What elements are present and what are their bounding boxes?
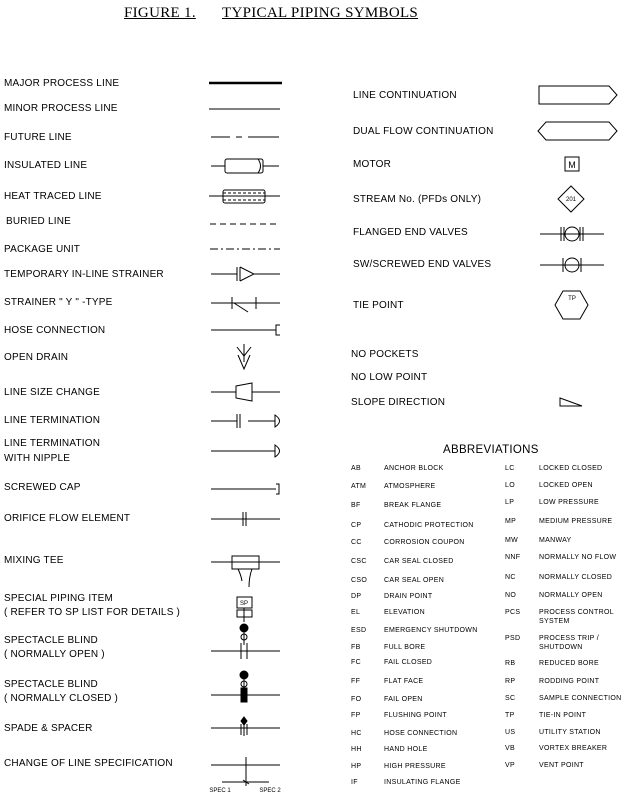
spec-2-label: SPEC 2 (259, 788, 281, 794)
abbr-meaning: CATHODIC PROTECTION (384, 522, 474, 529)
y-strainer-symbol (211, 297, 280, 312)
label-insulated-line: INSULATED LINE (4, 160, 88, 171)
label-spectacle-blind-closed: SPECTACLE BLIND (4, 679, 98, 690)
label-minor-process-line: MINOR PROCESS LINE (4, 103, 118, 114)
abbr-code: NC (505, 574, 516, 581)
label-stream-number: STREAM No. (PFDs ONLY) (353, 194, 482, 205)
abbreviations-title: ABBREVIATIONS (443, 444, 539, 456)
abbr-code: SC (505, 695, 516, 702)
left-symbols (0, 0, 300, 796)
abbr-code: CSC (351, 558, 367, 565)
tie-point-tag: TP (568, 296, 576, 302)
flanged-end-valves-symbol (540, 227, 604, 241)
abbr-code: RP (505, 678, 516, 685)
open-drain-symbol (237, 344, 251, 369)
label-y-strainer: STRAINER " Y " -TYPE (4, 297, 113, 308)
abbr-code: HH (351, 746, 362, 753)
abbr-meaning: PROCESS CONTROL (539, 609, 614, 616)
abbr-meaning: VORTEX BREAKER (539, 745, 608, 752)
temporary-strainer-symbol (211, 267, 280, 281)
abbr-code: PCS (505, 609, 521, 616)
abbr-meaning: FLAT FACE (384, 678, 424, 685)
abbr-code: US (505, 729, 516, 736)
spec-1-label: SPEC 1 (209, 788, 231, 794)
dual-flow-continuation-symbol (538, 122, 617, 140)
abbr-meaning: PROCESS TRIP / (539, 635, 599, 642)
abbr-code: FC (351, 659, 361, 666)
abbr-meaning: HOSE CONNECTION (384, 730, 458, 737)
label-motor: MOTOR (353, 159, 392, 170)
label-line-termination: LINE TERMINATION (4, 415, 101, 426)
label-open-drain: OPEN DRAIN (4, 352, 69, 363)
change-of-spec-symbol (211, 757, 280, 786)
line-termination-nipple-symbol (211, 445, 280, 457)
abbr-meaning-cont: SHUTDOWN (539, 644, 583, 651)
abbr-code: LC (505, 465, 515, 472)
abbr-code: CP (351, 522, 362, 529)
orifice-flow-element-symbol (211, 512, 280, 526)
stream-number-tag: 201 (565, 197, 577, 203)
abbr-code: MP (505, 518, 517, 525)
abbr-code: LP (505, 499, 515, 506)
abbr-code: HP (351, 763, 362, 770)
abbr-meaning: NORMALLY OPEN (539, 592, 603, 599)
figure-number: FIGURE 1. (124, 5, 196, 21)
abbr-meaning: MANWAY (539, 537, 572, 544)
abbr-meaning: ATMOSPHERE (384, 483, 436, 490)
abbr-meaning: ELEVATION (384, 609, 425, 616)
abbr-meaning: MEDIUM PRESSURE (539, 518, 613, 525)
abbr-meaning: FULL BORE (384, 644, 426, 651)
abbr-meaning: NORMALLY NO FLOW (539, 554, 617, 561)
label-dual-flow-continuation: DUAL FLOW CONTINUATION (353, 126, 494, 137)
abbr-code: FO (351, 696, 362, 703)
abbr-code: EL (351, 609, 361, 616)
label-line-size-change: LINE SIZE CHANGE (4, 387, 100, 398)
label-mixing-tee: MIXING TEE (4, 555, 64, 566)
abbr-meaning: FAIL CLOSED (384, 659, 433, 666)
label-tie-point: TIE POINT (353, 300, 404, 311)
abbr-meaning: SAMPLE CONNECTION (539, 695, 622, 702)
spade-spacer-symbol (211, 717, 280, 736)
abbr-code: PSD (505, 635, 521, 642)
abbr-code: ESD (351, 627, 367, 634)
label-slope-direction: SLOPE DIRECTION (351, 397, 446, 408)
label-change-of-spec: CHANGE OF LINE SPECIFICATION (4, 758, 173, 769)
abbr-meaning: LOCKED CLOSED (539, 465, 603, 472)
label-normally-closed: ( NORMALLY CLOSED ) (4, 693, 119, 704)
hose-connection-symbol (211, 325, 280, 335)
line-size-change-symbol (211, 383, 280, 401)
abbr-meaning: RODDING POINT (539, 678, 600, 685)
abbr-code: IF (351, 779, 358, 786)
abbr-meaning: ANCHOR BLOCK (384, 465, 444, 472)
abbr-meaning: FAIL OPEN (384, 696, 423, 703)
abbr-code: HC (351, 730, 362, 737)
abbr-meaning: LOW PRESSURE (539, 499, 599, 506)
abbr-meaning: TIE-IN POINT (539, 712, 587, 719)
label-no-low-point: NO LOW POINT (351, 372, 428, 383)
label-screwed-cap: SCREWED CAP (4, 482, 81, 493)
abbr-code: ATM (351, 483, 367, 490)
line-continuation-symbol (539, 86, 617, 104)
abbr-code: DP (351, 593, 362, 600)
special-piping-tag: SP (239, 601, 249, 607)
abbr-meaning: LOCKED OPEN (539, 482, 593, 489)
label-spectacle-blind-open: SPECTACLE BLIND (4, 635, 98, 646)
abbr-code: BF (351, 502, 361, 509)
spectacle-blind-open-symbol (211, 624, 280, 659)
abbr-code: VB (505, 745, 515, 752)
label-hose-connection: HOSE CONNECTION (4, 325, 106, 336)
abbr-code: VP (505, 762, 515, 769)
abbr-code: FF (351, 678, 361, 685)
abbr-meaning: HIGH PRESSURE (384, 763, 446, 770)
label-special-piping-item: SPECIAL PIPING ITEM (4, 593, 114, 604)
label-no-pockets: NO POCKETS (351, 349, 419, 360)
abbr-meaning: BREAK FLANGE (384, 502, 442, 509)
abbr-meaning: FLUSHING POINT (384, 712, 447, 719)
abbr-code: LO (505, 482, 515, 489)
figure-name: TYPICAL PIPING SYMBOLS (222, 5, 419, 21)
abbr-meaning: CAR SEAL OPEN (384, 577, 445, 584)
abbr-code: FP (351, 712, 361, 719)
slope-direction-symbol (560, 398, 582, 406)
label-orifice-flow-element: ORIFICE FLOW ELEMENT (4, 513, 131, 524)
spectacle-blind-closed-symbol (211, 671, 280, 702)
abbr-code: CSO (351, 577, 368, 584)
line-termination-symbol (211, 414, 280, 428)
abbr-meaning: VENT POINT (539, 762, 584, 769)
mixing-tee-symbol (211, 556, 280, 587)
label-heat-traced-line: HEAT TRACED LINE (4, 191, 102, 202)
abbr-code: NNF (505, 554, 521, 561)
abbr-code: CC (351, 539, 362, 546)
abbr-meaning: CORROSION COUPON (384, 539, 465, 546)
abbr-meaning: NORMALLY CLOSED (539, 574, 613, 581)
label-flanged-end-valves: FLANGED END VALVES (353, 227, 468, 238)
label-with-nipple: WITH NIPPLE (4, 453, 71, 464)
abbr-code: NO (505, 592, 517, 599)
label-sp-list-note: ( REFER TO SP LIST FOR DETAILS ) (4, 607, 181, 618)
abbr-meaning: REDUCED BORE (539, 660, 599, 667)
label-package-unit: PACKAGE UNIT (4, 244, 81, 255)
label-buried-line: BURIED LINE (6, 216, 71, 227)
abbr-code: RB (505, 660, 516, 667)
label-normally-open: ( NORMALLY OPEN ) (4, 649, 105, 660)
right-symbols (500, 0, 628, 430)
sw-screwed-end-valves-symbol (540, 258, 604, 272)
abbr-code: MW (505, 537, 519, 544)
label-line-continuation: LINE CONTINUATION (353, 90, 457, 101)
label-sw-screwed-end-valves: SW/SCREWED END VALVES (353, 259, 492, 270)
screwed-cap-symbol (211, 484, 279, 494)
abbr-meaning: INSULATING FLANGE (384, 779, 461, 786)
abbr-meaning: HAND HOLE (384, 746, 428, 753)
abbr-code: AB (351, 465, 361, 472)
heat-traced-line-symbol (209, 190, 280, 203)
insulated-line-symbol (211, 159, 279, 173)
label-major-process-line: MAJOR PROCESS LINE (4, 78, 120, 89)
abbr-meaning-cont: SYSTEM (539, 618, 570, 625)
abbr-meaning: DRAIN POINT (384, 593, 433, 600)
label-spade-spacer: SPADE & SPACER (4, 723, 93, 734)
abbr-meaning: CAR SEAL CLOSED (384, 558, 454, 565)
label-temporary-strainer: TEMPORARY IN-LINE STRAINER (4, 269, 164, 280)
abbr-meaning: UTILITY STATION (539, 729, 601, 736)
label-future-line: FUTURE LINE (4, 132, 72, 143)
motor-letter: M (568, 160, 576, 170)
abbr-meaning: EMERGENCY SHUTDOWN (384, 627, 478, 634)
abbr-code: FB (351, 644, 361, 651)
abbr-code: TP (505, 712, 515, 719)
label-line-termination-nipple: LINE TERMINATION (4, 438, 101, 449)
